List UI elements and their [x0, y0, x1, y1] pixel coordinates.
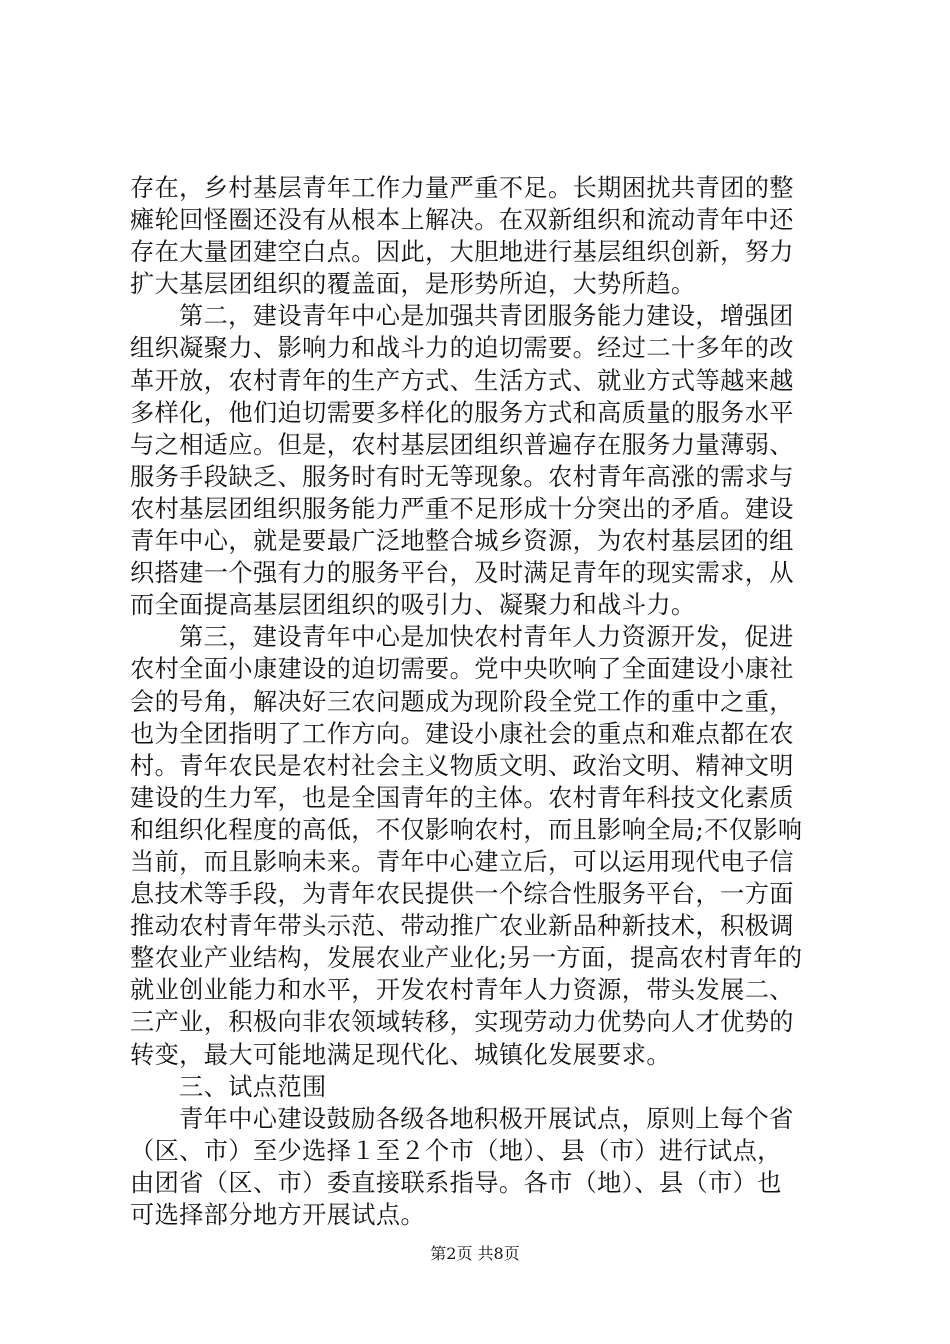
- text-line: 与之相适应。但是，农村基层团组织普遍存在服务力量薄弱、: [130, 430, 794, 459]
- document-body: [130, 172, 830, 1231]
- text-line: 组织凝聚力、影响力和战斗力的迫切需要。经过二十多年的改: [130, 334, 794, 363]
- text-line: 农村基层团组织服务能力严重不足形成十分突出的矛盾。建设: [130, 494, 794, 523]
- text-line: 可选择部分地方开展试点。: [130, 1201, 426, 1229]
- text-line: 村。青年农民是农村社会主义物质文明、政治文明、精神文明: [130, 751, 794, 780]
- section-heading: 三、试点范围: [179, 1072, 327, 1101]
- paragraph-start-line: 第二，建设青年中心是加强共青团服务能力建设，增强团: [179, 302, 794, 331]
- text-line: 转变，最大可能地满足现代化、城镇化发展要求。: [130, 1040, 671, 1069]
- text-line: 也为全团指明了工作方向。建设小康社会的重点和难点都在农: [130, 719, 794, 748]
- text-line: 和组织化程度的高低，不仅影响农村，而且影响全局;不仅影响: [130, 815, 803, 844]
- text-line: 当前，而且影响未来。青年中心建立后，可以运用现代电子信: [130, 847, 794, 876]
- text-line: 三产业，积极向非农领域转移，实现劳动力优势向人才优势的: [130, 1008, 794, 1037]
- text-line: 农村全面小康建设的迫切需要。党中央吹响了全面建设小康社: [130, 655, 794, 684]
- text-line: 推动农村青年带头示范、带动推广农业新品种新技术，积极调: [130, 912, 794, 941]
- text-line: 青年中心，就是要最广泛地整合城乡资源，为农村基层团的组: [130, 527, 794, 556]
- text-line: 织搭建一个强有力的服务平台，及时满足青年的现实需求，从: [130, 559, 794, 588]
- text-line: 会的号角，解决好三农问题成为现阶段全党工作的重中之重，: [130, 687, 794, 716]
- text-line: 存在大量团建空白点。因此，大胆地进行基层组织创新，努力: [130, 238, 794, 267]
- text-line: 瘫轮回怪圈还没有从根本上解决。在双新组织和流动青年中还: [130, 206, 794, 235]
- text-line: 由团省（区、市）委直接联系指导。各市（地）、县（市）也: [130, 1168, 782, 1197]
- text-line: 建设的生力军，也是全国青年的主体。农村青年科技文化素质: [130, 783, 794, 812]
- text-line: 息技术等手段，为青年农民提供一个综合性服务平台，一方面: [130, 880, 794, 909]
- text-line: 服务手段缺乏、服务时有时无等现象。农村青年高涨的需求与: [130, 462, 794, 491]
- text-line: （区、市）至少选择１至２个市（地）、县（市）进行试点，: [130, 1136, 782, 1165]
- text-line: 整农业产业结构，发展农业产业化;另一方面，提高农村青年的: [130, 944, 803, 973]
- text-line: 革开放，农村青年的生产方式、生活方式、就业方式等越来越: [130, 366, 794, 395]
- text-line: 就业创业能力和水平，开发农村青年人力资源，带头发展二、: [130, 976, 794, 1005]
- page-footer: 第2页 共8页: [430, 1244, 520, 1263]
- text-line: 存在，乡村基层青年工作力量严重不足。长期困扰共青团的整: [130, 174, 794, 202]
- text-line: 多样化，他们迫切需要多样化的服务方式和高质量的服务水平: [130, 398, 794, 427]
- paragraph-start-line: 第三，建设青年中心是加快农村青年人力资源开发，促进: [179, 623, 794, 652]
- paragraph-start-line: 青年中心建设鼓励各级各地积极开展试点，原则上每个省: [179, 1104, 794, 1133]
- text-line: 扩大基层团组织的覆盖面，是形势所迫，大势所趋。: [130, 270, 696, 299]
- text-line: 而全面提高基层团组织的吸引力、凝聚力和战斗力。: [130, 591, 696, 620]
